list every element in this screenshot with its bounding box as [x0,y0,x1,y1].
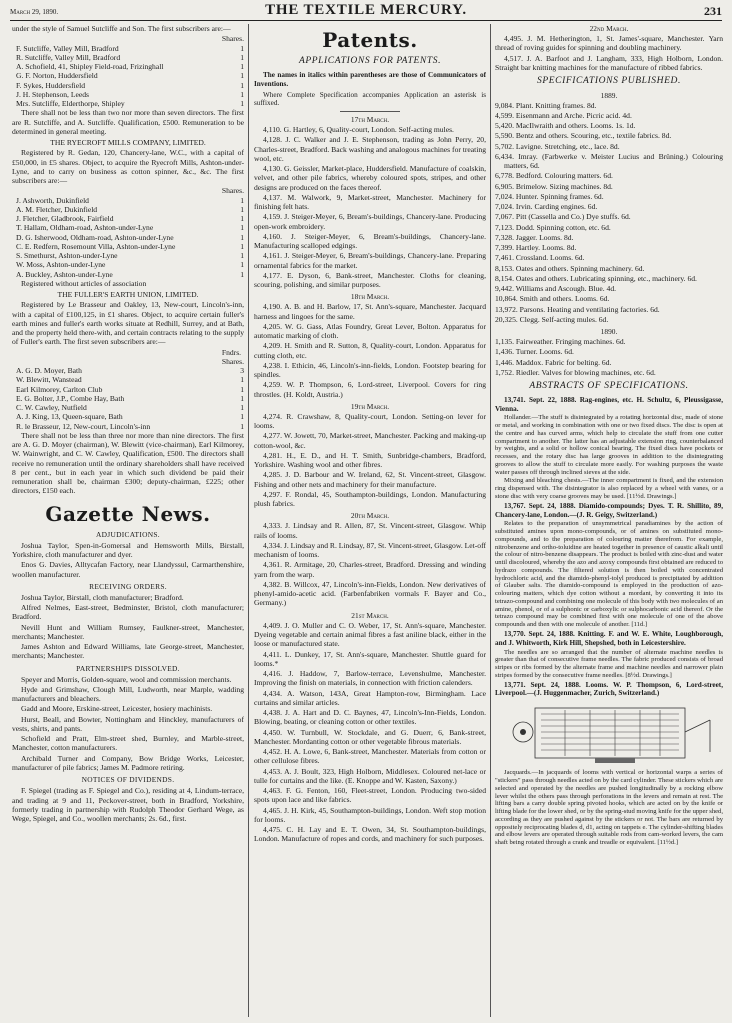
specification-entry: 9,442. Williams and Ascough. Blue. 4d. [495,284,617,294]
patent-entry: 4,285. J. D. Barbour and W. Ireland, 62, St. Vincent-street, Glasgow. Fishing and other nets and machinery for their manufacture. [254,470,486,489]
subscriber-row [12,422,244,431]
gazette-entry: Speyer and Morris, Golden-square, wool and commission merchants. [21,674,232,684]
jacquard-diagram [495,702,723,766]
company-heading: THE FULLER'S EARTH UNION, LIMITED. [57,290,199,299]
specification-entry: 7,123. Dodd. Spinning cotton, etc. 6d. [495,222,611,232]
communicators-note: The names in italics within parentheses are those of Communicators of Inventions. [254,70,486,88]
subscriber-name: J. Ashworth, Dukinfield [16,195,89,205]
subscriber-name: Earl Kilmorey, Carlton Club [16,384,103,394]
subscriber-shares: 1 [240,80,244,90]
abstract-text: Relates to the preparation of unsymmetrical paradiamines by the action of substituted amines upon mono-compounds, or of amines on substituted mono-compounds, and to the preparation of colouring matter therefrom. For example, nitrobenzene and ortho-toluidine are heated together in presence of caustic alkali until the colour of nitro-benzene disappears. The product is boiled with zinc-dust and water until discoloured, whereby the azo and azoxy compounds first obtained are reduced to hydrazo compounds. The filtered solution is then boiled with concentrated hydrochloric acid, and the diamido-phenyl-tolyl produced is precipitated by addition of Glauber salts. The diamido-compound is employed in the production of azo-colouring matters, which dye cotton without a mordant, by converting it into its tetrazo-compound and combining one molecule of this body with two molecules of an amine, phenol, or of a sulphonic or carboxylic or sulphocarbonic acid thereof. Or the tetrazo compound may be combined first with one molecule of one of the above compounds and then with one molecule of another. [11d.] [495,520,723,629]
paragraph: There shall not be less than three nor more than nine directors. The first are A. G. D. Moyer (chairman), W. Blewitt (vice-chairman), Earl Kilmorey, W. Wainwright, and C. W. Cawley, Qualification, £500. The directors shall receive no remuneration until the ordinary shareholders shall have received 8 per cent., but in each year in which such dividend be paid their remuneration shall be, chairman £300; deputy-chairman, £225; other directors, £150 each. [12,430,244,496]
patent-entry: 4,465. J. H. Kirk, 45, Southampton-buildings, London. Weft stop motion for looms. [254,805,486,824]
gazette-entry: Joshua Taylor, Spen-in-Gomersal and Hemsworth Mills, Birstall, Yorkshire, cloth manufacturer and dyer. [12,540,244,560]
specifications-heading: SPECIFICATIONS PUBLISHED. [537,76,681,87]
section-heading: ADJUDICATIONS. [96,529,160,539]
column-1 [12,24,244,1019]
subscriber-shares: 1 [240,52,244,62]
patent-entry: 4,137. M. Walwork, 9, Market-street, Manchester. Machinery for finishing felt hats. [254,192,486,212]
specification-entry: 6,778. Bedford. Colouring matters. 6d. [495,171,613,181]
specification-entry: 1,752. Riedler. Valves for blowing machines, etc. 6d. [495,367,656,377]
paragraph: Registered without articles of association [21,278,147,288]
specification-entry: 8,154. Oates and others. Lubricating spinning, etc., machinery. 6d. [495,273,697,283]
date-heading: 19th March. [350,401,390,411]
patent-entry: 4,110. G. Hartley, 6, Quality-court, London. Self-acting mules. [263,125,454,135]
gazette-entry: Nevill Hunt and William Rumsey, Faulkner-street, Manchester, merchants; Manchester. [12,622,244,641]
patent-entry: 4,297. F. Rondal, 45, Southampton-buildings, London. Manufacturing plush fabrics. [254,489,486,509]
paragraph: Registered by R. Gedan, 120, Chancery-lane, W.C., with a capital of £50,000, in £5 shares. Object, to acquire the Ryecroft Mills, Ashton-under-Lyne, and to carry on business as cotton spinner, &c., &c. The first subscribers are:— [12,148,244,185]
subscriber-row [12,53,244,62]
abstract-heading: 13,770. Sept. 24, 1888. Knitting. F. and W. E. White, Loughborough, and J. Whitworth, Kirk Hill, Shepshed, both in Leicestershire. [495,630,723,647]
specification-entry: 1,135. Fairweather. Fringing machines. 6d. [495,337,626,347]
gazette-entry: Archibald Turner and Company, Bow Bridge Works, Leicester, manufacturer of pile fabrics; James M. Padmore retiring. [12,753,244,772]
subscriber-shares: 1 [240,421,244,431]
subscriber-row [12,233,244,242]
subscriber-row [12,251,244,260]
gazette-entry: Hurst, Beall, and Bowter, Nottingham and Hinckley, manufacturers of vests, shirts, and pants. [12,714,244,733]
subscriber-name: J. Fletcher, Gladbrook, Fairfield [16,214,114,223]
specification-entry: 7,399. Hartley. Looms. 8d. [495,243,577,253]
subscriber-shares: 1 [240,269,244,279]
subscriber-shares: 1 [240,99,244,108]
patent-entry: 4,130. G. Geissler, Market-place, Huddersfield. Manufacture of coalskin, velvet, and other pile fabrics, whereby coloured spots, stripes, and other designs are produced on the faces thereof. [254,164,486,192]
patent-entry: 4,205. W. G. Gass, Atlas Foundry, Great Lever, Bolton. Apparatus for automatic marking of cloth. [254,321,486,341]
date-heading: 21st March. [351,610,389,620]
abstract-heading: 13,771. Sept. 24, 1888. Looms. W. P. Thompson, 6, Lord-street, Liverpool.—(J. Huggenmacher, Zurich, Switzerland.) [495,680,723,698]
subscriber-name: R. Sutcliffe, Valley Mill, Bradford [16,52,121,62]
header-date: March 29, 1890. [10,8,59,17]
jacquard-engraving [495,702,723,766]
patent-entry: 4,450. W. Turnbull, W. Stockdale, and G. Duerr, 6, Bank-street, Manchester. Mordanting cotton or other vegetable fibrous materials. [254,727,486,746]
specification-entry: 5,420. MacIlwraith and others. Looms. 1s. 1d. [495,121,636,131]
asterisk-note: Where Complete Specification accompanies Application an asterisk is suffixed. [254,90,486,108]
subscriber-shares: 1 [240,214,244,223]
specification-entry: 7,024. Hunter. Spinning frames. 6d. [495,191,604,201]
patent-entry: 4,238. I. Ethicin, 46, Lincoln's-inn-fields, London. Footstep bearing for spindles. [254,360,486,380]
subscriber-shares: 1 [240,89,244,99]
subscriber-row [12,242,244,251]
subscriber-shares: 1 [240,403,244,412]
shares-label: Shares. [221,186,244,196]
subscriber-name: A. Schofield, 41, Shipley Field-road, Frizinghall [16,62,164,71]
patent-entry: 4,334. J. Lindsay and R. Lindsay, 87, St. Vincent-street, Glasgow. Let-off mechanism of looms. [254,540,486,560]
subscriber-row [12,205,244,214]
paragraph: Registered by Le Brasseur and Oakley, 13, New-court, Lincoln's-inn, with a capital of £100,125, in £1 shares. Object, to acquire certain fuller's earth mines and fuller's earth works situate at Redhill, Surrey, and at Bath, and the property held there-with, and certain contracts relating to the supply of Fuller's earth. The first seven subscribers are:— [12,300,244,347]
subscriber-shares: 1 [240,223,244,233]
abstract-text: Mixing and bleaching chests.—The inner compartment is fixed, and the extension ring dispensed with. The disintegrator is also replaced by a wheel with vanes, or a stone disc with very coarse grooves may be used. [11½d. Drawings.] [495,477,723,500]
subscriber-name: D. G. Isherwood, Oldham-road, Ashton-under-Lyne [16,232,174,242]
patent-entry: 4,434. A. Watson, 143A, Great Hampton-row, Birmingham. Lace curtains and similar articles. [254,688,486,707]
page-header [10,3,722,21]
patent-entry: 4,159. J. Steiger-Meyer, 6, Bream's-buildings, Chancery-lane. Producing open-work embroidery. [254,212,486,231]
subscriber-row [12,214,244,223]
subscriber-row [12,412,244,421]
subscriber-row [12,366,244,375]
subscriber-name: C. W. Cawley, Nutfield [16,403,87,412]
patent-entry: 4,409. J. O. Muller and C. O. Weber, 17, St. Ann's-square, Manchester. Dyeing vegetable and certain animal fibres a fast aniline black, either in the loose or manufactured state. [254,620,486,649]
patent-entry: 4,161. J. Steiger-Meyer, 6, Bream's-buildings, Chancery-lane. Preparing ornamental fabrics for the market. [254,251,486,270]
subscriber-name: A. J. King, 13, Queen-square, Bath [16,412,123,422]
patent-entry: 4,438. J. A. Hart and D. C. Baynes, 47, Lincoln's-Inn-Fields, London. Blowing, beating, or cleaning cotton or other textiles. [254,708,486,727]
patent-entry: 4,281. H., E. D., and H. T. Smith, Sunbridge-chambers, Bradford, Yorkshire. Washing wool and other fibres. [254,450,486,470]
patent-entry: 4,274. R. Crawshaw, 8, Quality-court, London. Setting-on lever for looms. [254,411,486,431]
patent-entry: 4,333. J. Lindsay and R. Allen, 87, St. Vincent-street, Glasgow. Whip rails of looms. [254,521,486,540]
date-heading: 18th March. [350,292,390,302]
abstract-text: The needles are so arranged that the number of alternate machine needles is greater than that of consecutive frame needles. The fabric produced consists of broad stripes or ribs formed by the alternate frame and machine needles and narrower plain stripes formed by the consecutive frame needles. [8½d. Drawings.] [495,648,723,679]
section-heading: RECEIVING ORDERS. [89,581,167,591]
subscriber-name: A. G. D. Moyer, Bath [16,366,82,375]
patent-entry: 4,190. A. B. and H. Barlow, 17, St. Ann's-square, Manchester. Jacquard harness and lingoes for the same. [254,302,486,321]
specification-entry: 5,590. Bentz and others. Scouring, etc., textile fabrics. 8d. [495,131,672,141]
abstract-heading: 13,741. Sept. 22, 1888. Rag-engines, etc. H. Schultz, 6, Pleussigasse, Vienna. [495,395,723,413]
abstract-text: Hollander.—The stuff is disintegrated by a rotating horizontal disc, made of stone or metal, and working in combination with one or two fixed discs. The disc is open at the centre and has curved arms, which help to circulate the stuff from one cutter compartment to another. The latter has an adjustable extension ring, counterbalanced by weights, and a solid or hollow conical bearing. The fixed discs have pockets or recesses, and the rotary disc has large grooves in addition to the disintegrating grooves to allow the stuff to circulate more easily. For washing purposes the waste water passes off through inclined sieves at the side. [495,414,723,476]
subscriber-name: G. F. Norton, Huddersfield [16,71,98,81]
subscriber-row [12,385,244,394]
patent-entry: 4,361. R. Armitage, 20, Charles-street, Bradford. Dressing and winding yarn from the warp. [254,560,486,579]
patent-entry: 4,259. W. P. Thompson, 6, Lord-street, Liverpool. Covers for ring throstles. (H. Koldt, Austria.) [254,380,486,399]
specification-entry: 5,702. Lavigne. Stretching, etc., lace. 8d. [495,141,620,151]
subscriber-name: F. Sykes, Huddersfield [16,80,85,90]
patent-entry: 4,277. W. Jowett, 70, Market-street, Manchester. Packing and making-up cotton-wool, &c. [254,431,486,450]
patent-entry: 4,495. J. M. Hetherington, 1, St. James'-square, Manchester. Yarn thread of roving guides for spinning and doubling machinery. [495,34,723,53]
abstract-text: Jacquards.—In jacquards of looms with vertical or horizontal warps a series of "stickers" pass through needles acted on by the card cylinder. These stickers which are selected and operated by the needles are pushed longitudinally by a rocking elbow lever whilst the others pass through perforations in the levers and remain at rest. The lifting bars a carry double spring pivoted hooks, which are acted on by the knife or lifting blade for the lower shed, or by the spring-stud moving knife for the upper shed, according as they are pushed against by the stickers or not. The bars are returned by oppositely reciprocating blades d, d1, acting on tappets e. The cylinder-shifting blades and elbow levers are operated through suitable rods from cam-worked levers, the cam shaft being rotated through a crank and treadle or equivalent. [11½d.] [495,769,723,847]
gazette-news-title: Gazette News. [45,501,211,526]
subscriber-name: A. Buckley, Ashton-under-Lyne [16,269,113,279]
subscriber-shares: 3 [240,366,244,375]
subscriber-shares: 1 [240,241,244,251]
specification-entry: 6,434. Imray. (Farbwerke v. Meister Lucius and Brüning.) Colouring matters, 6d. [495,151,723,171]
patent-entry: 4,209. H. Smith and R. Sutton, 8, Quality-court, London. Apparatus for cutting cloth, etc. [254,341,486,360]
subscriber-shares: 1 [240,375,244,385]
gazette-entry: Schofield and Pratt, Elm-street shed, Burnley, and Marble-street, Manchester, cotton manufacturers. [12,734,244,753]
subscriber-row [12,375,244,384]
patent-entry: 4,128. J. C. Walker and J. E. Stephenson, trading as John Perry, 20, Charles-street, Bradford. Back washing and analogous machines for treating wool, etc. [254,135,486,163]
company-heading: THE RYECROFT MILLS COMPANY, LIMITED. [50,138,206,147]
divider [340,111,400,112]
subscriber-shares: 1 [240,251,244,260]
subscriber-row [12,196,244,205]
specification-entry: 10,864. Smith and others. Looms. 6d. [495,294,610,304]
subscriber-name: S. Smethurst, Ashton-under-Lyne [16,251,118,260]
subscriber-name: T. Hallam, Oldham-road, Ashton-under-Lyne [16,223,154,233]
specification-entry: 13,972. Parsons. Heating and ventilating factories. 6d. [495,304,660,314]
subscriber-row [12,44,244,53]
gazette-entry: Hyde and Grimshaw, Clough Mill, Ludworth, near Marple, wadding manufacturers and bleachers. [12,684,244,704]
subscriber-shares: 1 [240,62,244,71]
patent-entry: 4,177. E. Dyson, 6, Bank-street, Manchester. Cloths for cleaning, scouring, polishing, and similar purposes. [254,270,486,290]
year-heading: 1890. [600,327,618,337]
subscriber-name: A. M. Fletcher, Dukinfield [16,204,98,214]
subscriber-row [12,403,244,412]
section-heading: PARTNERSHIPS DISSOLVED. [76,663,180,673]
paragraph: There shall not be less than two nor more than seven directors. The first are R. Sutcliffe, and A. Sutcliffe. Qualification, £500. Remuneration to be determined in general meeting. [12,108,244,136]
subscriber-name: W. Moss, Ashton-under-Lyne [16,260,106,270]
subscriber-shares: 1 [240,412,244,422]
patent-entry: 4,452. H. A. Lowe, 6, Bank-street, Manchester. Materials from cotton or other cellulose fibres. [254,747,486,766]
subscriber-shares: 1 [240,43,244,53]
patent-entry: 4,416. J. Haddow, 7, Barlow-terrace, Levenshulme, Manchester. Improving the finish on materials, in connection with friction calenders. [254,669,486,688]
specification-entry: 7,067. Pitt (Cassella and Co.) Dye stuffs. 6d. [495,212,631,222]
specification-entry: 7,328. Jagger. Looms. 8d. [495,232,574,242]
subscriber-row [12,223,244,232]
subscriber-shares: 1 [240,393,244,403]
subscriber-name: Mrs. Sutcliffe, Elderthorpe, Shipley [16,99,125,108]
gazette-entry: James Ashton and Edward Williams, late George-street, Manchester, merchants; Manchester. [12,642,244,661]
shares-label: Shares. [221,34,244,44]
patent-entry: 4,517. J. A. Barfoot and J. Langham, 333, High Holborn, London. Straight bar knitting machines for the manufacture of ribbed fabrics. [495,53,723,72]
gazette-entry: F. Spiegel (trading as F. Spiegel and Co.), residing at 4, Lindum-terrace, and trading at 9 and 11, Peckover-street, both in Bradford, Yorkshire, formerly trading in partnership with Rudolph Theodor Gerhard Wege, as Wege, Spiegel, and Co., woollen merchants; 2s. 6d., first. [12,786,244,824]
specification-entry: 8,153. Oates and others. Spinning machinery. 6d. [495,263,645,273]
subscriber-row [12,90,244,99]
subscriber-shares: 1 [240,384,244,394]
subscriber-row [12,99,244,108]
date-heading: 22nd March. [589,24,629,33]
section-heading: NOTICES OF DIVIDENDS. [81,775,175,785]
patent-entry: 4,453. A. J. Boult, 323, High Holborn, Middlesex. Coloured net-lace or tulle for curtains and the like. (E. Knoppe and W. Kasten, Saxony.) [254,766,486,785]
subscriber-name: W. Blewitt, Wanstead [16,375,82,385]
column-3 [495,24,723,1019]
subscriber-row [12,81,244,90]
specification-entry: 4,599. Eisenmann and Arche. Picric acid. 4d. [495,110,632,120]
date-heading: 20th March. [350,511,390,521]
gazette-entry: Enos G. Davies, Alltycafan Factory, near Llandyssul, Carmarthenshire, woollen manufacturer. [12,560,244,579]
specification-entry: 1,436. Turner. Looms. 6d. [495,347,574,357]
paragraph: under the style of Samuel Sutcliffe and Son. The first subscribers are:— [12,24,231,33]
abstract-heading: 13,767. Sept. 24, 1888. Diamido-compounds; Dyes. T. R. Shillito, 89, Chancery-lane, London.—(J. R. Geigy, Switzerland.) [495,501,723,519]
column-2 [254,24,486,1019]
page-number: 231 [704,4,722,19]
applications-heading: APPLICATIONS FOR PATENTS. [298,56,442,67]
specification-entry: 7,024. Irvin. Carding engines. 6d. [495,202,598,212]
shares-label: Fndrs. Shares. [221,347,244,366]
gazette-entry: Gadd and Moore, Erskine-street, Leicester, hosiery machinists. [21,704,213,714]
subscriber-name: E. G. Bolter, J.P., Combe Hay, Bath [16,393,125,403]
subscriber-name: J. H. Stephenson, Leeds [16,89,89,99]
subscriber-row [12,260,244,269]
date-heading: 17th March. [350,115,390,125]
subscriber-shares: 1 [240,204,244,214]
subscriber-row [12,270,244,279]
patent-entry: 4,463. F. G. Fenton, 160, Fleet-street, London. Producing two-sided spots upon lace and like fabrics. [254,786,486,805]
patent-entry: 4,382. B. Willcox, 47, Lincoln's-inn-Fields, London. New derivatives of phenyl-amido-acetic acid. (Farbenfabriken vormals F. Bayer and Co., Germany.) [254,579,486,608]
subscriber-name: C. E. Redfern, Rosemount Villa, Ashton-under-Lyne [16,241,176,251]
patent-entry: 4,411. L. Dunkey, 17, St. Ann's-square, Manchester. Shuttle guard for looms.* [254,649,486,668]
subscriber-shares: 1 [240,71,244,81]
column-rule [490,24,491,1017]
patent-entry: 4,475. C. H. Lay and E. T. Owen, 34, St. Southampton-buildings, London. Manufacture of ropes and cords, and machinery for such purposes. [254,825,486,844]
subscriber-row [12,71,244,80]
subscriber-row [12,394,244,403]
patent-entry: 4,160. J. Steiger-Meyer, 6, Bream's-buildings, Chancery-lane. Manufacturing scalloped edgings. [254,231,486,251]
specification-entry: 9,084. Plant. Knitting frames. 8d. [495,100,597,110]
specification-entry: 7,461. Crossland. Looms. 6d. [495,253,585,263]
subscriber-shares: 1 [240,232,244,242]
gazette-entry: Alfred Nelmes, East-street, Bedminster, Bristol, cloth manufacturer; Bradford. [12,603,244,622]
year-heading: 1889. [600,90,618,100]
subscriber-row [12,62,244,71]
subscriber-name: R. le Brasseur, 12, New-court, Lincoln's-inn [16,421,151,431]
specification-entry: 6,905. Brimelow. Sizing machines. 8d. [495,181,613,191]
subscriber-shares: 1 [240,195,244,205]
subscriber-name: F. Sutcliffe, Valley Mill, Bradford [16,43,119,53]
patents-title: Patents. [322,28,418,52]
specification-entry: 20,325. Clegg. Self-acting mules. 6d. [495,314,609,324]
column-rule [248,24,249,1017]
abstracts-heading: ABSTRACTS OF SPECIFICATIONS. [529,381,689,392]
masthead-title: THE TEXTILE MERCURY. [265,1,467,18]
gazette-entry: Joshua Taylor, Birstall, cloth manufacturer; Bradford. [21,592,184,602]
specification-entry: 1,446. Maddox. Fabric for belting. 6d. [495,357,612,367]
subscriber-shares: 1 [240,260,244,270]
